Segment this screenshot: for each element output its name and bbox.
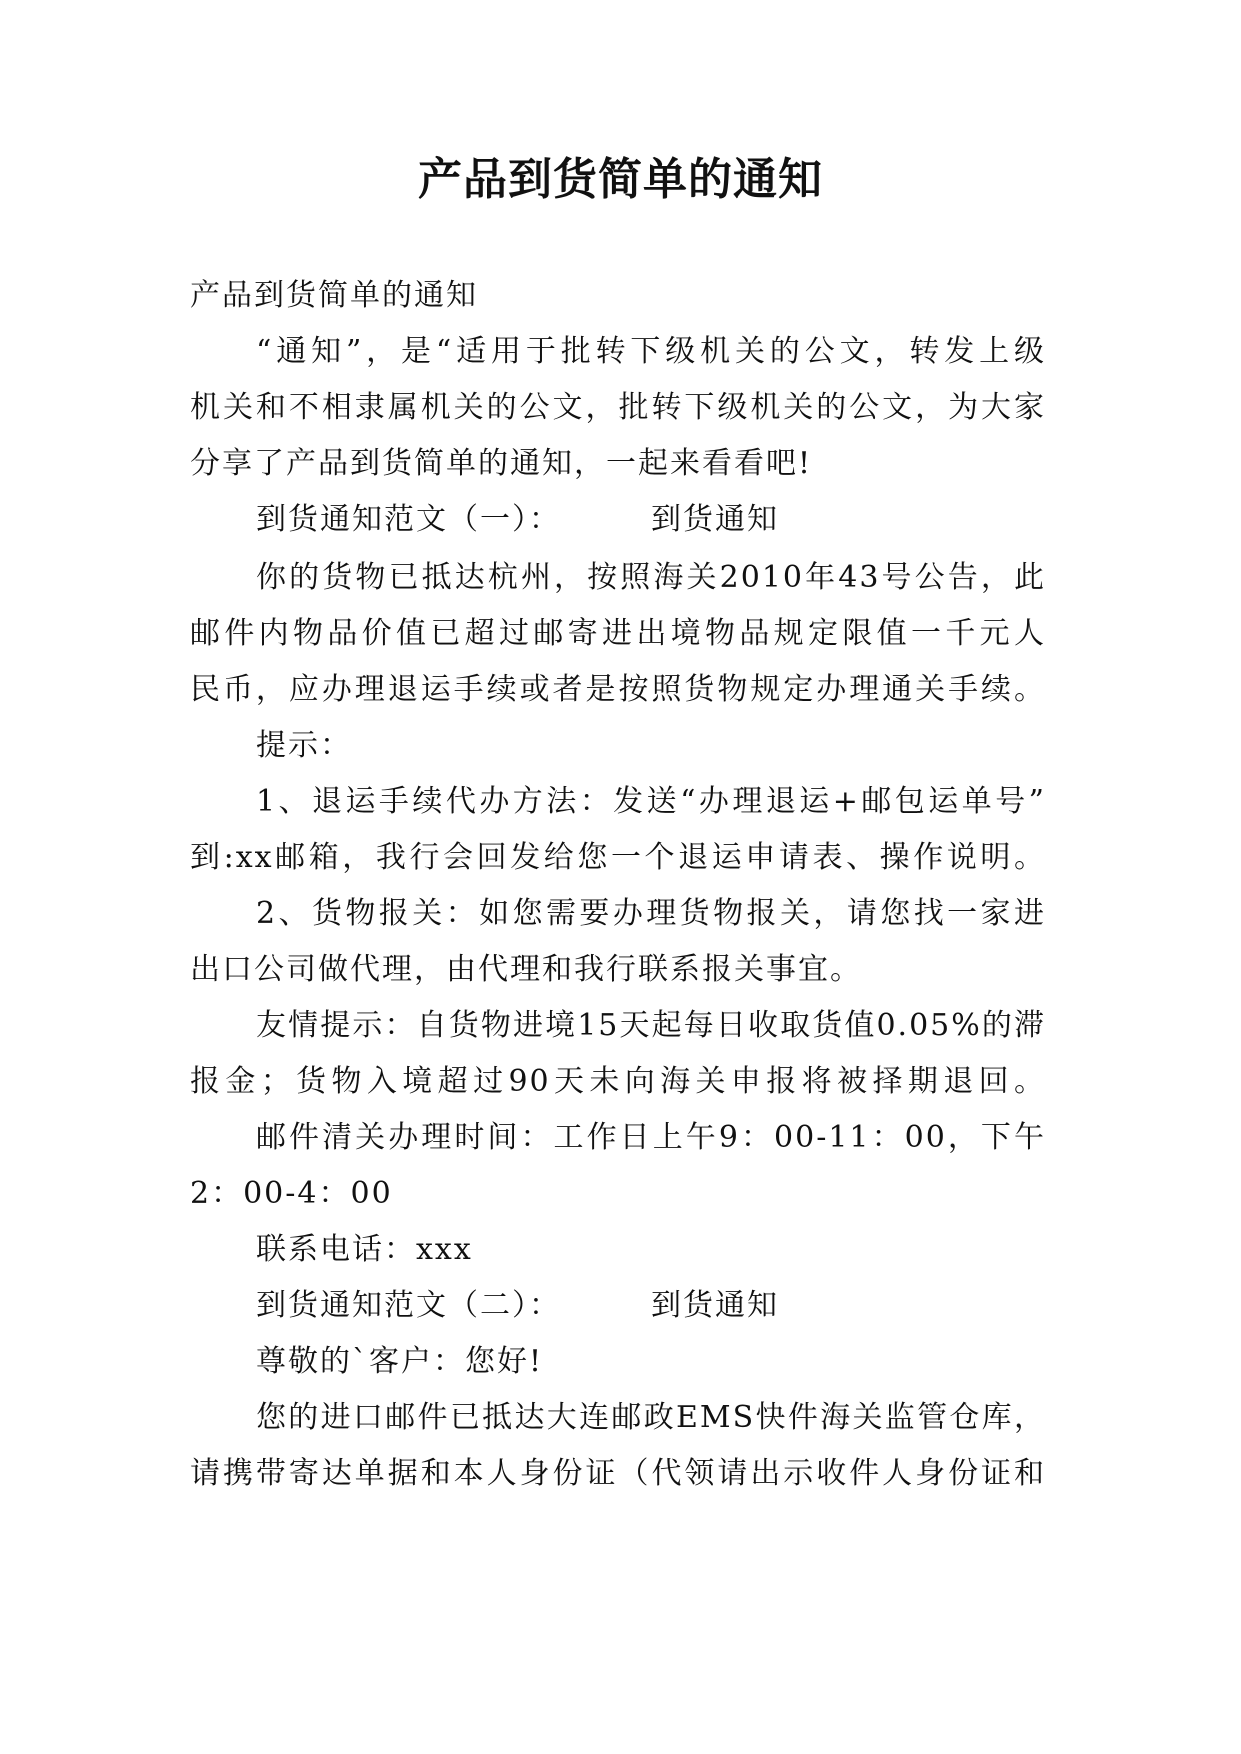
body-line: 2：00-4：00 bbox=[190, 1176, 393, 1211]
subtitle-line: 产品到货简单的通知 bbox=[190, 278, 478, 313]
body-line: “通知”，是“适用于批转下级机关的公文，转发上级 bbox=[256, 334, 1046, 369]
section-heading-label: 到货通知范文（一）： bbox=[256, 502, 561, 537]
document-title: 产品到货简单的通知 bbox=[418, 154, 823, 205]
body-line: 2、货物报关：如您需要办理货物报关，请您找一家进 bbox=[256, 896, 1046, 931]
body-line: 尊敬的`客户：您好! bbox=[256, 1344, 544, 1379]
section-heading-subject: 到货通知 bbox=[651, 502, 779, 537]
section-heading-subject: 到货通知 bbox=[651, 1288, 779, 1323]
body-line: 1、退运手续代办方法：发送“办理退运+邮包运单号” bbox=[256, 784, 1046, 819]
body-line: 分享了产品到货简单的通知，一起来看看吧! bbox=[190, 446, 813, 481]
body-line: 报金；货物入境超过90天未向海关申报将被择期退回。 bbox=[190, 1064, 1046, 1099]
body-line: 友情提示：自货物进境15天起每日收取货值0.05%的滞 bbox=[256, 1008, 1046, 1043]
body-line: 民币，应办理退运手续或者是按照货物规定办理通关手续。 bbox=[190, 672, 1046, 707]
body-line: 邮件内物品价值已超过邮寄进出境物品规定限值一千元人 bbox=[190, 616, 1046, 651]
body-line: 请携带寄达单据和本人身份证（代领请出示收件人身份证和 bbox=[190, 1456, 1046, 1491]
body-line: 您的进口邮件已抵达大连邮政EMS快件海关监管仓库， bbox=[256, 1400, 1046, 1435]
section-heading-2 bbox=[256, 1284, 779, 1328]
body-line: 机关和不相隶属机关的公文，批转下级机关的公文，为大家 bbox=[190, 390, 1046, 425]
body-line: 联系电话：xxx bbox=[256, 1232, 473, 1267]
body-line: 出口公司做代理，由代理和我行联系报关事宜。 bbox=[190, 952, 862, 987]
section-heading-1 bbox=[256, 498, 779, 542]
body-line: 邮件清关办理时间：工作日上午9：00-11：00，下午 bbox=[256, 1120, 1046, 1155]
body-line: 提示： bbox=[256, 728, 352, 763]
body-line: 你的货物已抵达杭州，按照海关2010年43号公告，此 bbox=[256, 560, 1046, 595]
body-line: 到:xx邮箱，我行会回发给您一个退运申请表、操作说明。 bbox=[190, 840, 1046, 875]
section-heading-label: 到货通知范文（二）： bbox=[256, 1288, 561, 1323]
